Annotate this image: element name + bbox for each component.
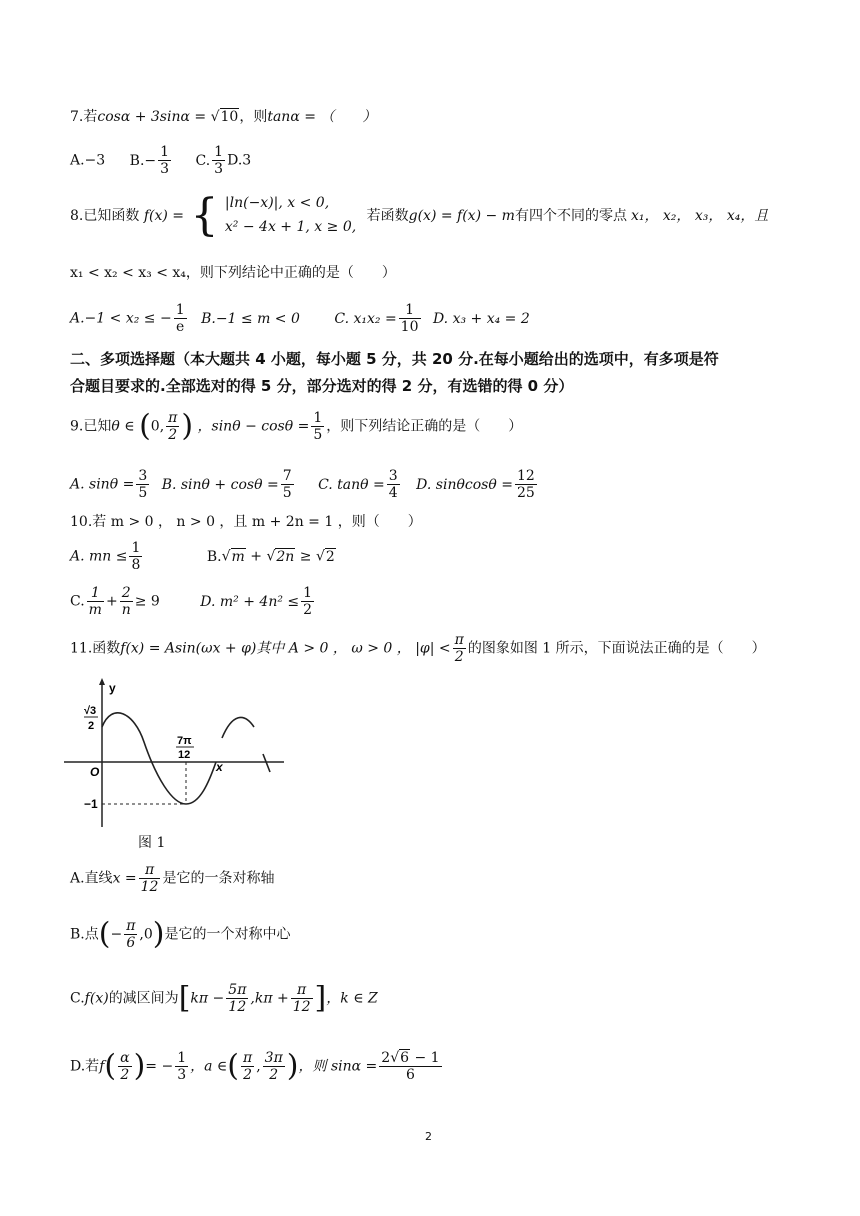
q8-mid: 若函数 [366,207,409,224]
q7-option-a: A.−3 [70,152,106,169]
q11-option-b-prefix: B.点 [70,926,99,943]
q8-option-a: A.−1 < x₂ ≤ − [70,310,172,327]
q11-option-a-x: x = [112,870,137,887]
y-axis-label: y [109,681,116,695]
q11-option-a-prefix: A.直线 [70,870,113,887]
y-top-num: √3 [84,705,97,717]
origin-label: O [90,765,100,779]
q8-option-a-frac: $\frac{1}{e}$ [175,302,185,336]
q11-option-d-answer-frac: $\frac{2√6 - 1}{6}$ [381,1050,440,1084]
q10-stem: 10.若 m > 0 ， n > 0 ，且 m + 2n = 1 ，则（ ） [70,514,422,530]
q11-figure-graph [64,672,284,832]
x-axis-label: x [216,760,223,774]
section2-line2: 合题目要求的.全部选对的得 5 分，部分选对的得 2 分，有选错的得 0 分） [70,377,574,395]
q9-interval-left: 0, [150,418,165,435]
q11-option-c-frac1: $\frac{5\pi}{12}$ [228,982,247,1016]
q10-option-d-frac: $\frac{1}{2}$ [303,585,313,619]
section2-line1: 二、多项选择题（本大题共 4 小题，每小题 5 分，共 20 分.在每小题给出的选项中，有多项是符 [70,350,719,368]
q11-option-d-frac-a: $\frac{\alpha}{2}$ [120,1050,130,1084]
q11-f: f(x) = Asin(ωx + φ) [120,640,257,657]
q11-option-b-frac: $\frac{\pi}{6}$ [126,918,136,952]
q8-option-c: C. x₁x₂ = [334,310,397,327]
q9-option-a-frac: $\frac{3}{5}$ [138,468,148,502]
q11-stem [70,632,766,665]
q9-option-b-frac: $\frac{7}{5}$ [282,468,292,502]
sine-curve-fragment-2 [263,754,270,772]
q10-option-b-sqrt-2: 2 [325,548,335,565]
q10-option-a: A. mn ≤ [70,548,128,565]
q8-option-d: D. x₃ + x₄ = 2 [432,310,530,327]
q7-option-c: C. [195,152,211,169]
q7-option-d: D.3 [227,152,252,169]
q11-option-c-prefix: C. [70,990,85,1007]
page-number: 2 [425,1130,432,1143]
x-mark-den: 12 [178,749,191,761]
q9-option-a: A. sinθ = [70,476,135,493]
q11-rest: 的图象如图 1 所示，下面说法正确的是（ ） [467,640,766,657]
q7-eq: cosα + 3sinα = [97,109,211,125]
q11-option-a-rest: 是它的一条对称轴 [162,870,275,887]
q8-rest: 有四个不同的零点 [514,207,627,224]
q11-pi-over-2: $\frac{\pi}{2}$ [454,632,464,666]
q11-option-c: C.f(x)的减区间为[kπ − $\frac{5\pi}{12}$ ,kπ + $\frac{\pi}{12}$ ]，k ∈ Z [70,980,378,1016]
q9-rest: ，则下列结论正确的是（ ） [326,418,523,435]
q7-tan: tanα = （ ） [267,109,377,125]
q11-option-c-rest: ，k ∈ Z [326,990,378,1007]
q10-options-cd: C. $\frac{1}{m}$ + $\frac{2}{n}$ ≥ 9 D. m² + 4n² ≤ $\frac{1}{2}$ [70,585,313,619]
sine-curve [102,713,216,804]
q7-option-b-frac: $\frac{1}{3}$ [160,144,170,178]
q11-option-a [70,862,274,895]
q9-option-b: B. sinθ + cosθ = [161,476,279,493]
q9-theta-in: θ ∈ [111,418,135,435]
q7-option-b: B.− [129,152,157,169]
q11-option-a-frac: $\frac{\pi}{12}$ [140,862,159,896]
q10-option-d: D. m² + 4n² ≤ [200,593,300,610]
q7-prefix: 7.若 [70,109,98,125]
q8-stem [70,189,769,241]
q11-option-b: B.点(− $\frac{\pi}{6}$ ,0)是它的一个对称中心 [70,916,291,952]
q7-sqrt: 10 [220,109,239,125]
q9-option-d: D. sinθcosθ = [416,476,513,493]
q11-option-d-frac-1-3: $\frac{1}{3}$ [177,1050,187,1084]
q9-option-c-frac: $\frac{3}{4}$ [388,468,398,502]
q8-option-c-frac: $\frac{1}{10}$ [400,302,419,336]
q11-option-c-mid: 的减区间为 [108,990,179,1007]
sine-curve-fragment-1 [222,717,254,738]
x-mark-num: 7π [177,735,192,747]
q10-options-ab: A. mn ≤ $\frac{1}{8}$ B.√m + √2n ≥ √2 [70,540,335,574]
q9-stem: 9.已知θ ∈ (0, $\frac{\pi}{2}$ ) ，sinθ − cosθ = $\frac{1}{5}$ ，则下列结论正确的是（ ） [70,408,523,444]
q9-mid: ，sinθ − cosθ = [197,418,310,435]
q8-f-def: f(x) = [143,207,184,224]
q10-option-b-sqrt-2n: 2n [276,548,295,565]
q10-option-a-frac: $\frac{1}{8}$ [131,540,141,574]
y-axis-arrow-icon [99,678,105,685]
q7-options [70,144,251,177]
q10-option-b-sqrt-m: m [231,548,245,565]
q10-option-c: C. [70,593,85,610]
q10-option-c-frac2: $\frac{2}{n}$ [121,585,131,619]
q8-case1: |ln(−x)|, x < 0, [224,195,330,211]
q8-cases [225,192,356,240]
q11-option-d-prefix: D.若 [70,1058,100,1075]
q7-option-c-frac: $\frac{1}{3}$ [214,144,224,178]
q10-option-c-frac1: $\frac{1}{m}$ [88,585,102,619]
q11-option-d-frac-3pi-2: $\frac{3\pi}{2}$ [264,1050,283,1084]
q11-mid: 其中 A > 0 ， ω > 0 ， |φ| < [256,640,451,657]
q8-prefix: 8.已知函数 [70,207,140,224]
q7-stem: 7.若cosα + 3sinα = √10，则tanα = （ ） [70,109,377,125]
q11-option-c-f: f(x) [84,990,109,1007]
q9-eq-frac: $\frac{1}{5}$ [313,410,323,444]
q11-option-c-frac2: $\frac{\pi}{12}$ [292,982,311,1016]
q8-case2: x² − 4x + 1, x ≥ 0, [224,218,357,235]
q9-option-d-frac: $\frac{12}{25}$ [516,468,535,502]
q11-figure-caption: 图 1 [138,835,166,851]
q9-pi-over-2: $\frac{\pi}{2}$ [168,410,178,444]
q10-option-b: B. [206,548,222,565]
q8-brace: { [190,189,219,241]
q8-options [70,302,530,335]
q8-zeros: x₁， x₂， x₃， x₄，且 [630,207,769,224]
q9-prefix: 9.已知 [70,418,112,435]
q11-option-b-rest: 是它的一个对称中心 [164,926,291,943]
q11-option-d-frac-pi-2: $\frac{\pi}{2}$ [243,1050,253,1084]
q11-prefix: 11.函数 [70,640,121,657]
q8-option-b: B.−1 ≤ m < 0 [201,310,300,327]
q7-mid: ，则 [239,109,268,125]
y-top-den: 2 [88,720,95,732]
q8-line2: x₁ < x₂ < x₃ < x₄，则下列结论中正确的是（ ） [70,265,396,281]
q8-g-def: g(x) = f(x) − m [408,207,515,224]
y-min-label: −1 [84,797,98,811]
q10-option-c-rest: ≥ 9 [134,593,160,610]
q11-option-d: D.若f( $\frac{\alpha}{2}$ )= − $\frac{1}{3}$ ，a ∈( $\frac{\pi}{2}$ , $\frac{3\pi}{2}$ )，则 sinα = $\frac{2√6 - 1}{6}$ [70,1048,440,1084]
q9-option-c: C. tanθ = [318,476,385,493]
q9-options [70,468,539,501]
